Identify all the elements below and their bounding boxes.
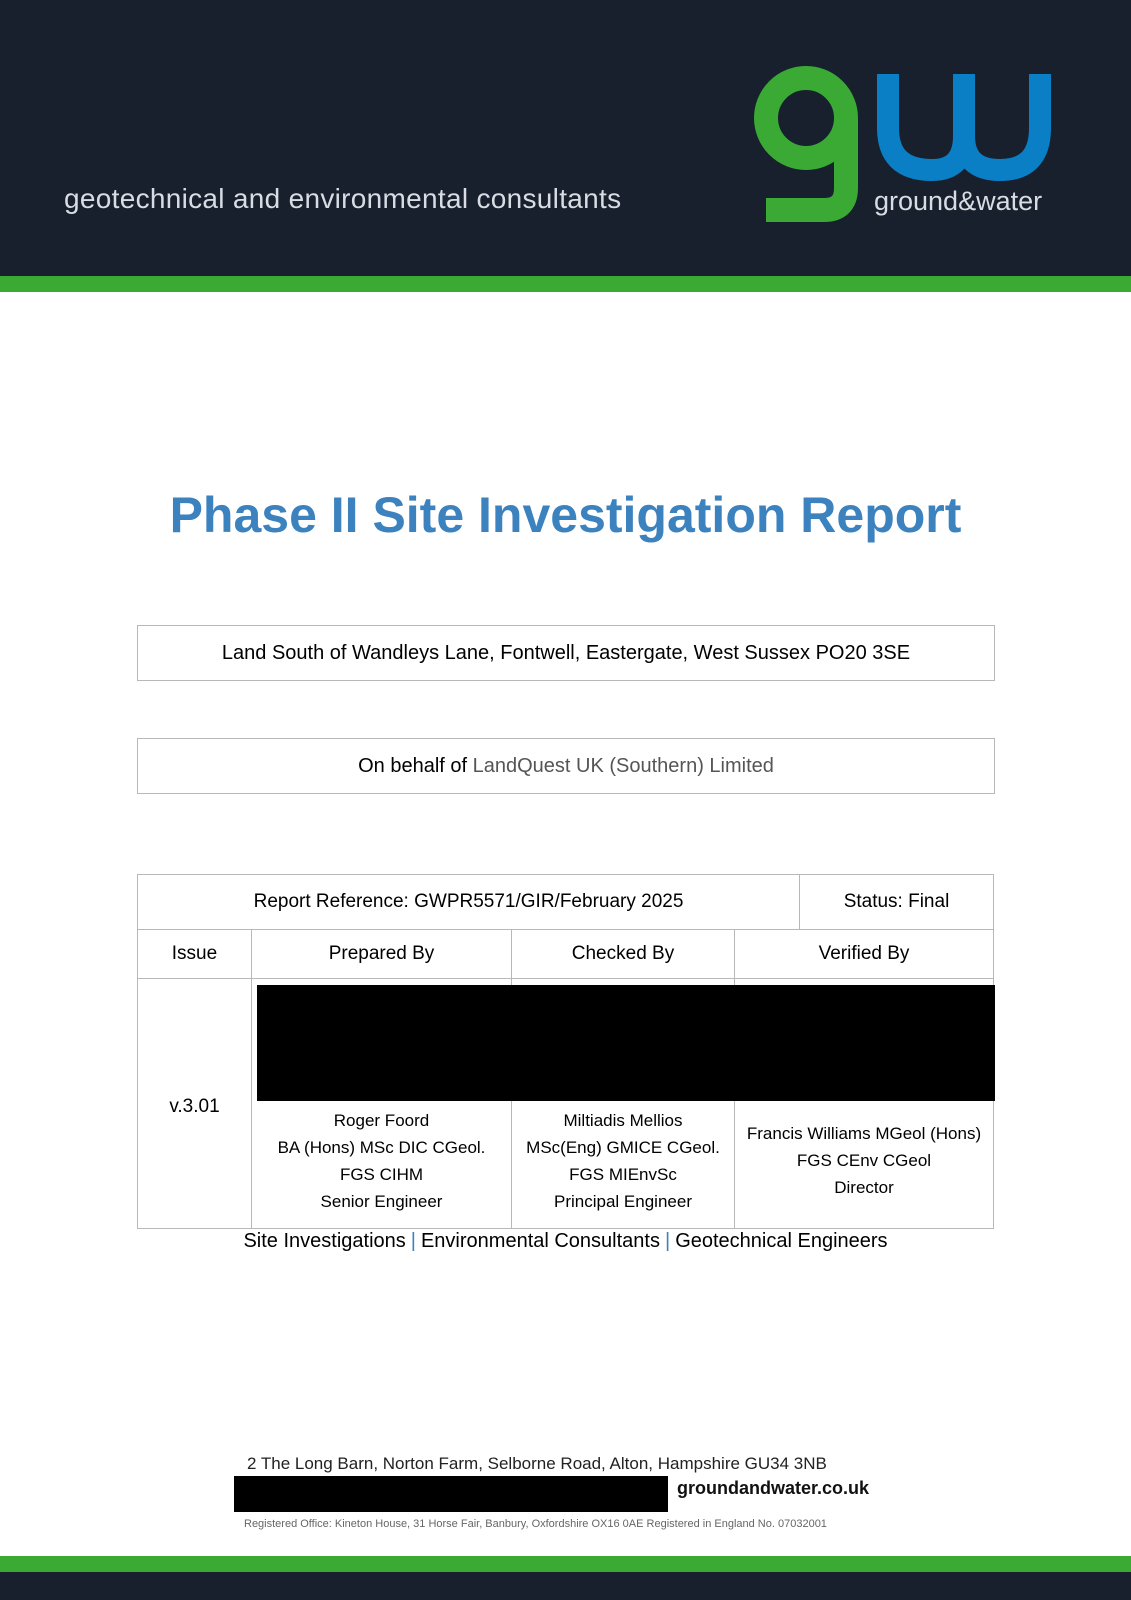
company-website: groundandwater.co.uk — [677, 1478, 870, 1498]
header-checked-by: Checked By — [571, 943, 675, 964]
strapline-separator: | — [664, 1230, 671, 1252]
prepared-by-memberships: FGS CIHM — [339, 1165, 424, 1184]
site-address-box — [137, 625, 995, 681]
header-verified-by: Verified By — [818, 943, 910, 964]
report-title: Phase II Site Investigation Report — [169, 487, 962, 543]
brand-name: ground&water — [874, 186, 1043, 216]
report-reference: Report Reference: GWPR5571/GIR/February 2025 — [253, 891, 684, 912]
header-accent-bar — [0, 276, 1131, 292]
prepared-by-qualifications: BA (Hons) MSc DIC CGeol. — [277, 1138, 486, 1157]
prepared-by-role: Senior Engineer — [320, 1192, 443, 1211]
verified-by-block — [735, 1120, 993, 1201]
client-prefix: On behalf of — [358, 755, 468, 777]
signature-redaction — [257, 985, 995, 1101]
strapline-item: Site Investigations — [243, 1230, 406, 1252]
checked-by-qualifications: MSc(Eng) GMICE CGeol. — [526, 1138, 720, 1157]
prepared-by-name: Roger Foord — [333, 1111, 430, 1130]
footer-banner — [0, 1572, 1131, 1600]
checked-by-role: Principal Engineer — [554, 1192, 692, 1211]
strapline — [0, 1230, 1131, 1253]
verified-by-role: Director — [834, 1178, 894, 1197]
report-status: Status: Final — [843, 891, 950, 912]
strapline-item: Environmental Consultants — [420, 1230, 660, 1252]
checked-by-name: Miltiadis Mellios — [563, 1111, 683, 1130]
prepared-by-block — [252, 1107, 511, 1215]
footer-accent-bar — [0, 1556, 1131, 1572]
strapline-item: Geotechnical Engineers — [675, 1230, 888, 1252]
site-address: Land South of Wandleys Lane, Fontwell, Eastergate, West Sussex PO20 3SE — [221, 642, 911, 664]
verified-by-name: Francis Williams MGeol (Hons) — [746, 1124, 982, 1143]
checked-by-memberships: FGS MIEnvSc — [569, 1165, 677, 1184]
issue-version: v.3.01 — [169, 1096, 220, 1117]
client-name: LandQuest UK (Southern) Limited — [472, 755, 774, 777]
header-prepared-by: Prepared By — [328, 943, 435, 964]
header-issue: Issue — [171, 943, 218, 964]
client-box — [137, 738, 995, 794]
table-divider — [138, 978, 993, 979]
company-tagline: geotechnical and environmental consultants — [64, 183, 622, 214]
contact-redaction — [234, 1476, 668, 1512]
registered-office: Registered Office: Kineton House, 31 Horse Fair, Banbury, Oxfordshire OX16 0AE Registered in England No. 07032001 — [244, 1518, 827, 1530]
verified-by-memberships: FGS CEnv CGeol — [796, 1151, 932, 1170]
header-banner — [0, 0, 1131, 276]
company-address: 2 The Long Barn, Norton Farm, Selborne Road, Alton, Hampshire GU34 3NB — [247, 1454, 827, 1473]
strapline-separator: | — [410, 1230, 416, 1252]
checked-by-block — [512, 1107, 734, 1215]
